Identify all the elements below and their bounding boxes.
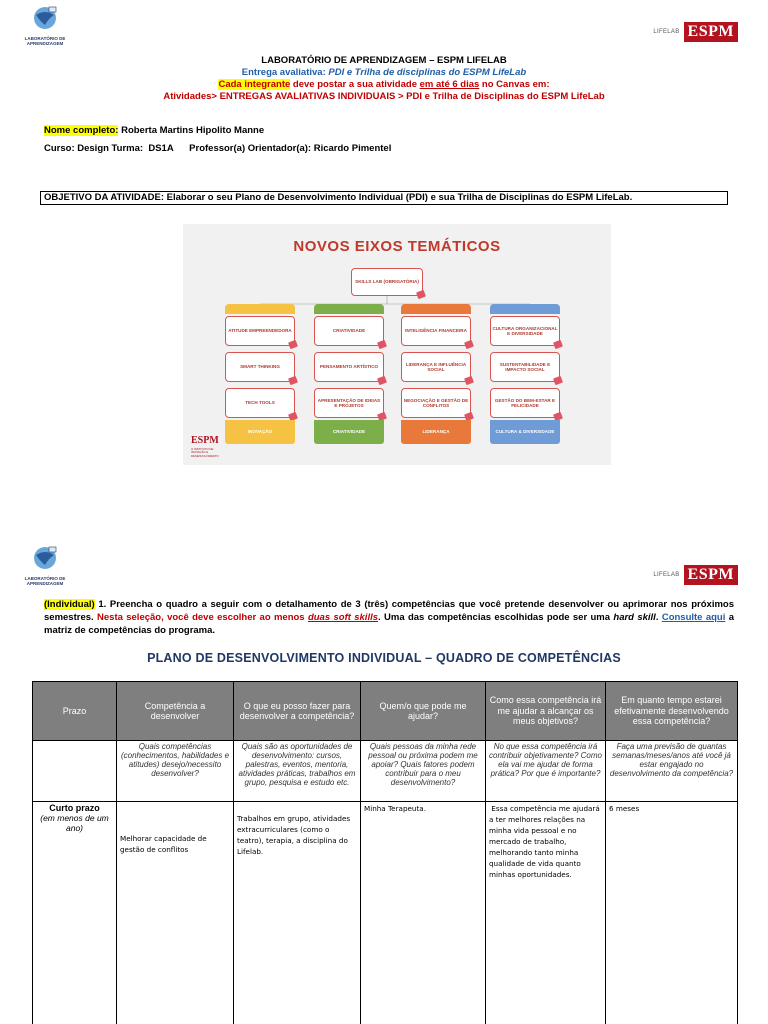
cell-prazo[interactable] — [33, 802, 117, 1024]
eixo-skill-label: PENSAMENTO ARTÍSTICO — [319, 364, 379, 370]
lifelab-label: LIFELAB — [653, 29, 680, 35]
consulte-aqui-link[interactable]: Consulte aqui — [661, 612, 726, 623]
cell-competencia[interactable] — [117, 802, 234, 1024]
cell-quem[interactable] — [361, 802, 486, 1024]
subtitle-italic: PDI e Trilha de disciplinas do ESPM LifeLab — [328, 67, 527, 78]
eixos-espm-sub: O INSTITUTO DE INOVAÇÃO E DESENVOLVIMENTO — [191, 447, 219, 458]
course-line: Curso: Design Turma: DS1A Professor(a) Orientador(a): Ricardo Pimentel — [44, 143, 392, 154]
cell-acoes[interactable] — [234, 802, 361, 1024]
header-competencia: Competência a desenvolver — [117, 682, 234, 741]
notice-highlight: Cada integrante — [218, 79, 291, 90]
eixo-skill-label: SUSTENTABILIDADE E IMPACTO SOCIAL — [499, 361, 551, 372]
lab-logo — [20, 5, 70, 46]
table-row — [33, 802, 738, 1024]
instr-italic: hard skill — [613, 612, 656, 623]
plan-title: PLANO DE DESENVOLVIMENTO INDIVIDUAL – QUADRO DE COMPETÊNCIAS — [147, 651, 621, 665]
competencia-text: Melhorar capacidade de gestão de conflitos — [120, 834, 207, 854]
hint-prazo — [33, 741, 117, 802]
tempo-text: 6 meses — [609, 804, 640, 813]
acoes-text: Trabalhos em grupo, atividades extracurriculares (como o teatro), terapia, a disciplina do Lifelab. — [237, 814, 351, 856]
eixo-skill-node — [490, 352, 560, 382]
espm-label: ESPM — [684, 565, 738, 585]
eixo-skill-label: SMART THINKING — [240, 364, 280, 370]
espm-label: ESPM — [684, 22, 738, 42]
instr-highlight: (Individual) — [44, 599, 95, 610]
prazo-sub: (em menos de um ano) — [40, 813, 109, 833]
subtitle-prefix: Entrega avaliativa: — [241, 67, 329, 78]
espm-logo — [653, 22, 738, 42]
header-tempo: Em quanto tempo estarei efetivamente desenvolvendo essa competência? — [606, 682, 738, 741]
competency-table — [32, 681, 738, 1024]
eixo-skill-node — [401, 316, 471, 346]
eixos-title: NOVOS EIXOS TEMÁTICOS — [293, 238, 501, 255]
eixo-skill-node — [401, 388, 471, 418]
eixo-skill-label: NEGOCIAÇÃO E GESTÃO DE CONFLITOS — [403, 397, 469, 408]
cell-tempo[interactable] — [606, 802, 738, 1024]
instr-red-underline: duas soft skills — [307, 612, 379, 623]
cell-como[interactable] — [486, 802, 606, 1024]
eixo-column-header — [401, 304, 471, 314]
lab-logo-text: LABORATÓRIO DE APRENDIZAGEM — [24, 576, 66, 586]
skills-lab-label: SKILLS LAB (OBRIGATÓRIA) — [355, 279, 419, 285]
eixo-skill-label: TECH TOOLS — [245, 400, 275, 406]
eixo-skill-node — [314, 352, 384, 382]
prazo-label: Curto prazo — [49, 803, 100, 813]
header-prazo: Prazo — [33, 682, 117, 741]
hint-quem: Quais pessoas da minha rede pessoal ou próxima podem me apoiar? Quais fatores podem contribuir para o meu desenvolvimento? — [361, 741, 486, 802]
page-title: LABORATÓRIO DE APRENDIZAGEM – ESPM LIFELAB — [261, 55, 507, 66]
eixo-column-header — [225, 304, 295, 314]
submission-notice — [0, 79, 768, 91]
hint-tempo: Faça uma previsão de quantas semanas/meses/anos até você já estar engajado no desenvolvimento da competência? — [606, 741, 738, 802]
hint-acoes: Quais são as oportunidades de desenvolvimento: cursos, palestras, eventos, mentoria, atividades práticas, trabalhos em grupo, pesquisa e estudo etc. — [234, 741, 361, 802]
hint-como: No que essa competência irá contribuir objetivamente? Como ela vai me ajudar de forma prática? Por que é importante? — [486, 741, 606, 802]
eixo-skill-node — [401, 352, 471, 382]
table-hint-row — [33, 741, 738, 802]
name-label: Nome completo: — [44, 125, 119, 136]
notice-end: no Canvas em: — [479, 79, 550, 90]
instructions — [44, 598, 734, 637]
instr-text-2: . Uma das competências escolhidas pode ser uma — [378, 612, 614, 623]
lab-logo-text: LABORATÓRIO DE APRENDIZAGEM — [24, 36, 66, 46]
table-header-row — [33, 682, 738, 741]
hint-competencia: Quais competências (conhecimentos, habilidades e atitudes) desejo/necessito desenvolver? — [117, 741, 234, 802]
eixo-column-footer: CRIATIVIDADE — [314, 420, 384, 444]
eixo-skill-node — [314, 316, 384, 346]
header-block — [0, 55, 768, 103]
canvas-path: Atividades> ENTREGAS AVALIATIVAS INDIVIDUAIS > PDI e Trilha de Disciplinas do ESPM LifeLab — [163, 91, 605, 102]
eixo-column-footer: CULTURA & DIVERSIDADE — [490, 420, 560, 444]
eixo-column-header — [314, 304, 384, 314]
espm-logo — [653, 565, 738, 585]
name-value: Roberta Martins Hipolito Manne — [121, 125, 265, 136]
eixo-skill-node — [225, 388, 295, 418]
eixos-diagram — [183, 224, 611, 465]
eixo-skill-node — [490, 388, 560, 418]
header-quem: Quem/o que pode me ajudar? — [361, 682, 486, 741]
objective-box: OBJETIVO DA ATIVIDADE: Elaborar o seu Plano de Desenvolvimento Individual (PDI) e sua Trilha de Disciplinas do ESPM LifeLab. — [40, 191, 728, 205]
eixo-skill-label: GESTÃO DO BEM-ESTAR E FELICIDADE — [494, 397, 556, 408]
instr-red: Nesta seleção, você deve escolher ao menos — [97, 612, 308, 623]
eixo-column-footer: LIDERANÇA — [401, 420, 471, 444]
quem-text: Minha Terapeuta. — [364, 804, 426, 813]
globe-icon — [30, 545, 60, 571]
eixo-column-footer: INOVAÇÃO — [225, 420, 295, 444]
eixo-skill-label: ATITUDE EMPREENDEDORA — [228, 328, 292, 334]
eixo-skill-label: CRIATIVIDADE — [332, 328, 366, 334]
instr-text-4: a matriz de competências do programa. — [44, 612, 734, 636]
name-line — [44, 125, 264, 137]
como-text: Essa competência me ajudará a ter melhores relações na minha vida pessoal e no mercado de trabalho, melhorando tanto minha qualidade de vida quanto minhas oportunidades. — [489, 804, 603, 879]
instr-text-3: . — [655, 612, 662, 623]
eixo-skill-node — [225, 316, 295, 346]
eixo-skill-label: APRESENTAÇÃO DE IDEIAS E PROJETOS — [317, 397, 381, 408]
header-acoes: O que eu posso fazer para desenvolver a competência? — [234, 682, 361, 741]
lifelab-label: LIFELAB — [653, 572, 680, 578]
eixo-skill-node — [490, 316, 560, 346]
eixo-skill-label: LIDERANÇA E INFLUÊNCIA SOCIAL — [405, 361, 467, 372]
header-como: Como essa competência irá me ajudar a alcançar os meus objetivos? — [486, 682, 606, 741]
notice-deadline: em até 6 dias — [419, 79, 480, 90]
eixo-skill-node — [314, 388, 384, 418]
notice-mid: deve postar a sua atividade — [290, 79, 420, 90]
assignment-subtitle — [0, 67, 768, 79]
page-divider — [0, 520, 768, 528]
lab-logo — [20, 545, 70, 586]
eixo-skill-node — [225, 352, 295, 382]
instr-text-1: 1. Preencha o quadro a seguir com o detalhamento de 3 (três) competências que você pretende desenvolver ou aprimorar nos próximos semestres. — [44, 599, 734, 623]
eixo-skill-label: CULTURA ORGANIZACIONAL E DIVERSIDADE — [492, 325, 558, 336]
eixo-column-header — [490, 304, 560, 314]
globe-icon — [30, 5, 60, 31]
eixo-skill-label: INTELIGÊNCIA FINANCEIRA — [405, 328, 467, 334]
document-page-2 — [0, 528, 768, 1024]
eixos-espm-brand: ESPM — [191, 435, 219, 446]
